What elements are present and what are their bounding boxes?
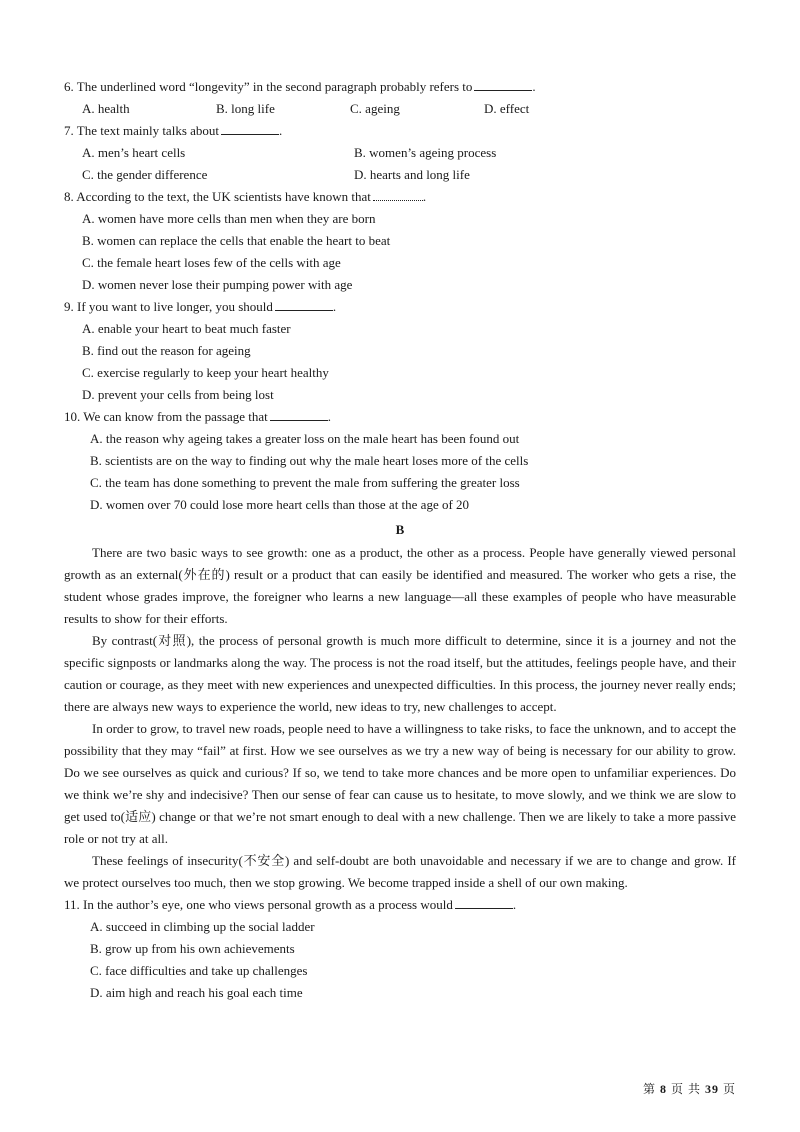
option-d: D. effect [484, 101, 530, 116]
option-d: D. prevent your cells from being lost [82, 387, 274, 402]
passage-paragraph-2: By contrast(对照), the process of personal growth is much more difficult to determine, since it is a journey and not the specific signposts or landmarks along the way. The process is not the road itself, but the attitudes, feelings people have, and their caution or courage, as they meet with new experiences and unexpected difficulties. In this process, the journey never really ends; there are always new ways to experience the world, new ideas to try, new challenges to accept. [64, 633, 736, 714]
option-b: B. grow up from his own achievements [90, 941, 295, 956]
option-d: D. women never lose their pumping power with age [82, 277, 353, 292]
option-d: D. hearts and long life [354, 167, 470, 182]
answer-blank [373, 186, 423, 201]
option-c: C. exercise regularly to keep your heart healthy [82, 365, 329, 380]
question-6-options [64, 98, 736, 120]
option-c: C. face difficulties and take up challenges [90, 963, 308, 978]
answer-blank [270, 406, 328, 421]
total-page-count: 39 [704, 1082, 719, 1096]
answer-blank [275, 296, 333, 311]
question-7: 7. The text mainly talks about . [64, 120, 736, 142]
option-b: B. women can replace the cells that enable the heart to beat [82, 233, 391, 248]
option-d: D. aim high and reach his goal each time [90, 985, 303, 1000]
option-b: B. long life [216, 101, 275, 116]
option-a: A. men’s heart cells [82, 145, 186, 160]
passage-paragraph-3: In order to grow, to travel new roads, people need to have a willingness to take risks, to face the unknown, and to accept the possibility that they may “fail” at first. How we see ourselves as we try a new way of being is necessary for our ability to grow. Do we see ourselves as quick and curious? If so, we tend to take more chances and be more open to unfamiliar experiences. Do we think we’re shy and indecisive? Then our sense of fear can cause us to hesitate, to move slowly, and we think we are slow to get used to(适应) change or that we’re not smart enough to deal with a new challenge. Then we are likely to take a more passive role or not try at all. [64, 721, 736, 846]
option-c: C. the gender difference [82, 167, 208, 182]
question-6: 6. The underlined word “longevity” in the second paragraph probably refers to . [64, 76, 736, 98]
passage-paragraph-4: These feelings of insecurity(不安全) and self-doubt are both unavoidable and necessary if we are to change and grow. If we protect ourselves too much, then we stop growing. We become trapped inside a shell of our own making. [64, 853, 736, 890]
option-b: B. find out the reason for ageing [82, 343, 251, 358]
question-10: 10. We can know from the passage that . [64, 406, 736, 428]
option-a: A. succeed in climbing up the social ladder [90, 919, 315, 934]
page-number-footer: 第 8 页 共 39 页 [642, 1082, 736, 1096]
answer-blank [474, 76, 532, 91]
question-7-options [64, 142, 736, 186]
option-c: C. the female heart loses few of the cells with age [82, 255, 341, 270]
option-c: C. ageing [350, 101, 400, 116]
question-9: 9. If you want to live longer, you should . [64, 296, 736, 318]
answer-blank [221, 120, 279, 135]
current-page-number: 8 [659, 1082, 667, 1096]
option-c: C. the team has done something to prevent the male from suffering the greater loss [90, 475, 520, 490]
section-b-title: B [395, 522, 405, 537]
option-b: B. women’s ageing process [354, 145, 497, 160]
option-a: A. women have more cells than men when they are born [82, 211, 376, 226]
option-a: A. enable your heart to beat much faster [82, 321, 291, 336]
option-a: A. the reason why ageing takes a greater loss on the male heart has been found out [90, 431, 520, 446]
passage-paragraph-1: There are two basic ways to see growth: one as a product, the other as a process. People have generally viewed personal growth as an external(外在的) result or a product that can easily be identified and measured. The worker who gets a rise, the student whose grades improve, the foreigner who learns a new language—all these examples of people who have measurable results to show for their efforts. [64, 545, 736, 626]
page-content [64, 76, 736, 1004]
option-d: D. women over 70 could lose more heart cells than those at the age of 20 [90, 497, 470, 512]
answer-blank [455, 894, 513, 909]
option-b: B. scientists are on the way to finding out why the male heart loses more of the cells [90, 453, 529, 468]
question-8: 8. According to the text, the UK scientists have known that . [64, 186, 736, 208]
option-a: A. health [82, 101, 130, 116]
question-11: 11. In the author’s eye, one who views personal growth as a process would . [64, 894, 736, 916]
